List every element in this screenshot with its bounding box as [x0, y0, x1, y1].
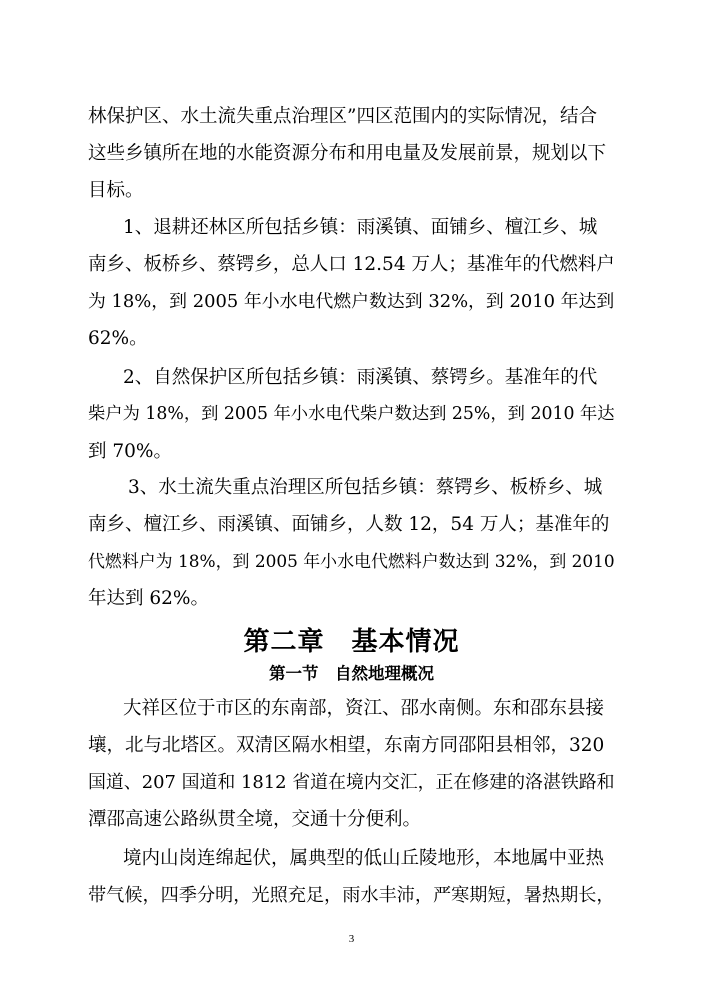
item1-line: 1、退耕还林区所包括乡镇：雨溪镇、面铺乡、檀江乡、城 — [123, 217, 598, 238]
item2-line: 到 70%。 — [88, 441, 172, 462]
page-number: 3 — [348, 933, 355, 945]
para1-line: 国道、207 国道和 1812 省道在境内交汇，正在修建的洛湛铁路和 — [88, 772, 615, 793]
para1-line: 潭邵高速公路纵贯全境，交通十分便利。 — [88, 809, 422, 830]
para1-line: 大祥区位于市区的东南部，资江、邵水南侧。东和邵东县接 — [123, 698, 605, 719]
chapter-title: 第二章 基本情况 — [243, 627, 460, 657]
item3-line: 年达到 62%。 — [88, 588, 210, 609]
intro-line: 目标。 — [88, 180, 144, 201]
para1-line: 壤，北与北塔区。双清区隔水相望，东南方同邵阳县相邻，320 — [88, 735, 605, 756]
intro-line: 林保护区、水土流失重点治理区”四区范围内的实际情况，结合 — [88, 106, 597, 127]
item1-line: 南乡、板桥乡、蔡锷乡，总人口 12.54 万人；基准年的代燃料户 — [88, 254, 615, 275]
item3-line: 3、水土流失重点治理区所包括乡镇：蔡锷乡、板桥乡、城 — [128, 477, 603, 498]
item2-line: 2、自然保护区所包括乡镇：雨溪镇、蔡锷乡。基准年的代 — [123, 367, 598, 388]
item3-line: 代燃料户为 18%，到 2005 年小水电代燃料户数达到 32%，到 2010 — [88, 551, 615, 571]
item1-line: 为 18%，到 2005 年小水电代燃户数达到 32%，到 2010 年达到 — [88, 291, 615, 312]
item2-line: 柴户为 18%，到 2005 年小水电代柴户数达到 25%，到 2010 年达 — [88, 404, 615, 424]
section-title: 第一节 自然地理概况 — [269, 664, 434, 683]
para2-line: 境内山岗连绵起伏，属典型的低山丘陵地形，本地属中亚热 — [123, 848, 605, 869]
para2-line: 带气候，四季分明，光照充足，雨水丰沛，严寒期短，暑热期长， — [88, 885, 615, 906]
intro-line: 这些乡镇所在地的水能资源分布和用电量及发展前景，规划以下 — [88, 143, 607, 164]
item3-line: 南乡、檀江乡、雨溪镇、面铺乡，人数 12，54 万人；基准年的 — [88, 514, 610, 535]
item1-line: 62%。 — [88, 328, 148, 349]
